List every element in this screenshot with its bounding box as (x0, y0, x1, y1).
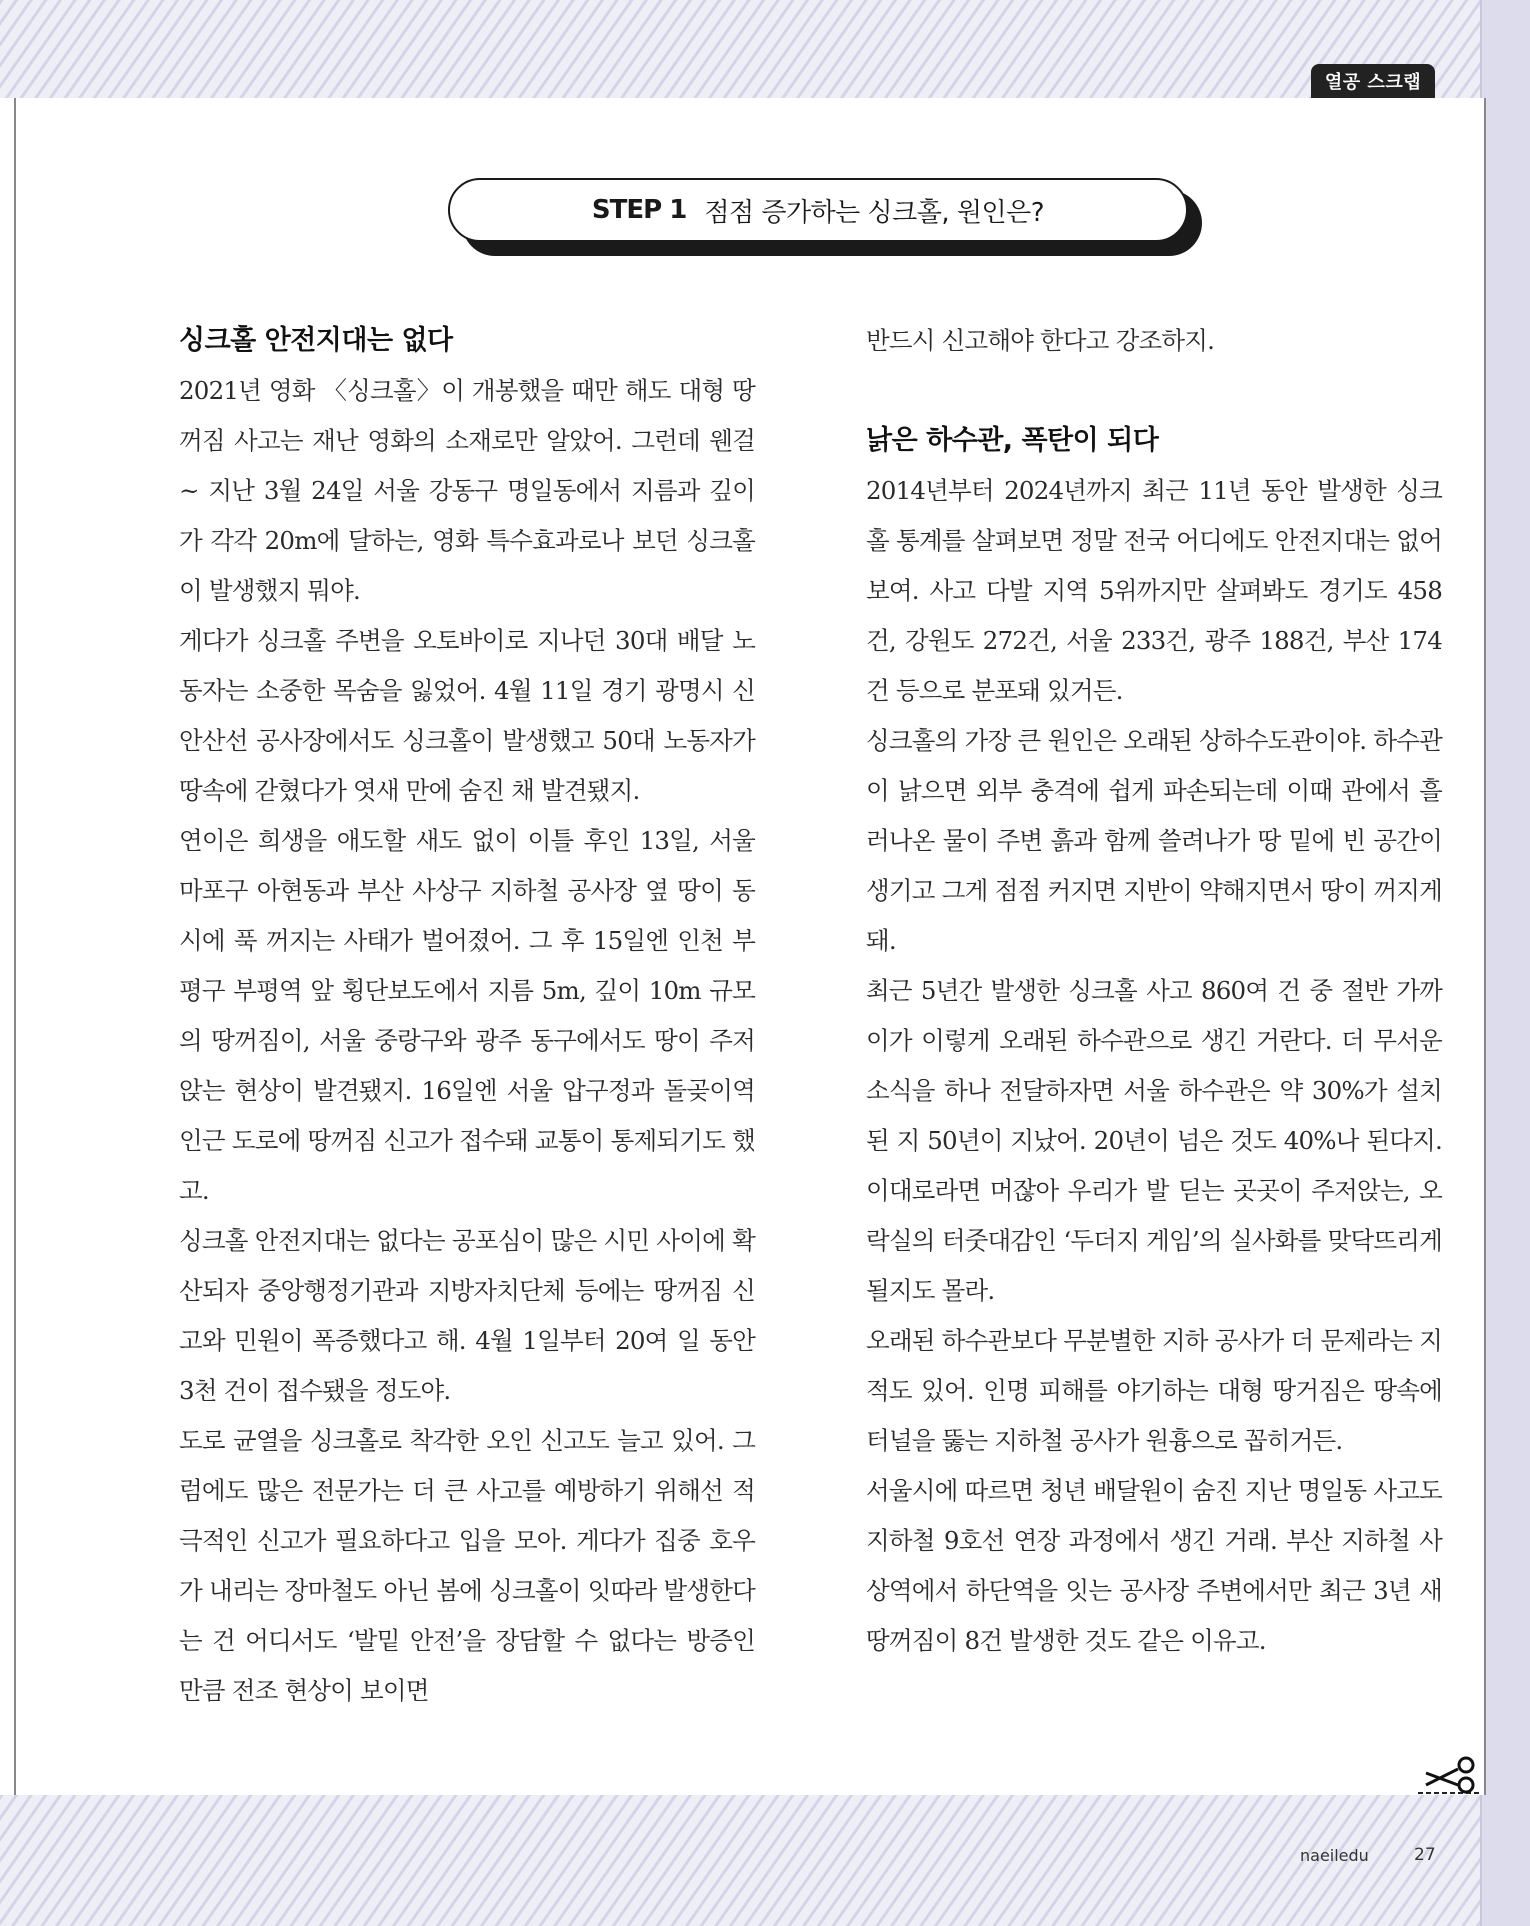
step-label: STEP 1 (591, 195, 687, 225)
paragraph: 싱크홀 안전지대는 없다는 공포심이 많은 시민 사이에 확산되자 중앙행정기관과 지방자치단체 등에는 땅꺼짐 신고와 민원이 폭증했다고 해. 4월 1일부터 20여 일 동안 3천 건이 접수됐을 정도야. (179, 1226, 755, 1405)
step-title: 점점 증가하는 싱크홀, 원인은? (704, 197, 1045, 228)
section-spacer (866, 366, 1442, 416)
section-tab-label: 열공 스크랩 (1311, 64, 1435, 98)
paragraph: 서울시에 따르면 청년 배달원이 숨진 지난 명일동 사고도 지하철 9호선 연장 과정에서 생긴 거래. 부산 지하철 사상역에서 하단역을 잇는 공사장 주변에서만 최근 3년 새 땅꺼짐이 8건 발생한 것도 같은 이유고. (866, 1476, 1442, 1655)
paragraph: 게다가 싱크홀 주변을 오토바이로 지나던 30대 배달 노동자는 소중한 목숨을 잃었어. 4월 11일 경기 광명시 신안산선 공사장에서도 싱크홀이 발생했고 50대 노동자가 땅속에 갇혔다가 엿새 만에 숨진 채 발견됐지. (179, 626, 755, 805)
paragraph: 오래된 하수관보다 무분별한 지하 공사가 더 문제라는 지적도 있어. 인명 피해를 야기하는 대형 땅거짐은 땅속에 터널을 뚫는 지하철 공사가 원흉으로 꼽히거든. (866, 1326, 1442, 1455)
left-column (179, 316, 755, 1716)
paragraph: 싱크홀의 가장 큰 원인은 오래된 상하수도관이야. 하수관이 낡으면 외부 충격에 쉽게 파손되는데 이때 관에서 흘러나온 물이 주변 흙과 함께 쓸려나가 땅 밑에 빈 공간이 생기고 그게 점점 커지면 지반이 약해지면서 땅이 꺼지게 돼. (866, 726, 1442, 955)
paragraph: 연이은 희생을 애도할 새도 없이 이틀 후인 13일, 서울 마포구 아현동과 부산 사상구 지하철 공사장 옆 땅이 동시에 푹 꺼지는 사태가 벌어졌어. 그 후 15일엔 인천 부평구 부평역 앞 횡단보도에서 지름 5m, 깊이 10m 규모의 땅꺼짐이, 서울 중랑구와 광주 동구에서도 땅이 주저앉는 현상이 발견됐지. 16일엔 서울 압구정과 돌곶이역 인근 도로에 땅꺼짐 신고가 접수돼 교통이 통제되기도 했고. (179, 826, 755, 1205)
paragraph: 최근 5년간 발생한 싱크홀 사고 860여 건 중 절반 가까이가 이렇게 오래된 하수관으로 생긴 거란다. 더 무서운 소식을 하나 전달하자면 서울 하수관은 약 30%가 설치된 지 50년이 지났어. 20년이 넘은 것도 40%나 된다지. 이대로라면 머잖아 우리가 발 딛는 곳곳이 주저앉는, 오락실의 터줏대감인 ‘두더지 게임’의 실사화를 맞닥뜨리게 될지도 몰라. (866, 976, 1442, 1305)
section-heading: 낡은 하수관, 폭탄이 되다 (866, 425, 1159, 456)
right-column (866, 316, 1442, 1666)
scissors-icon (1418, 1755, 1480, 1795)
paragraph-continuation: 반드시 신고해야 한다고 강조하지. (866, 326, 1215, 355)
section-heading: 싱크홀 안전지대는 없다 (179, 325, 453, 356)
paragraph: 2021년 영화 〈싱크홀〉이 개봉했을 때만 해도 대형 땅꺼짐 사고는 재난 영화의 소재로만 알았어. 그런데 웬걸~ 지난 3월 24일 서울 강동구 명일동에서 지름과 깊이가 각각 20m에 달하는, 영화 특수효과로나 보던 싱크홀이 발생했지 뭐야. (179, 376, 755, 605)
top-pattern-band (0, 0, 1530, 98)
footer-site-name: naeiledu (1300, 1846, 1369, 1865)
page-number: 27 (1414, 1845, 1436, 1865)
paragraph: 도로 균열을 싱크홀로 착각한 오인 신고도 늘고 있어. 그럼에도 많은 전문가는 더 큰 사고를 예방하기 위해선 적극적인 신고가 필요하다고 입을 모아. 게다가 집중 호우가 내리는 장마철도 아닌 봄에 싱크홀이 잇따라 발생한다는 건 어디서도 ‘발밑 안전’을 장담할 수 없다는 방증인 만큼 전조 현상이 보이면 (179, 1426, 755, 1705)
step-banner (448, 178, 1188, 242)
page-edge-strip (1480, 0, 1530, 1926)
paragraph: 2014년부터 2024년까지 최근 11년 동안 발생한 싱크홀 통계를 살펴보면 정말 전국 어디에도 안전지대는 없어 보여. 사고 다발 지역 5위까지만 살펴봐도 경기도 458건, 강원도 272건, 서울 233건, 광주 188건, 부산 174건 등으로 분포돼 있거든. (866, 476, 1442, 705)
